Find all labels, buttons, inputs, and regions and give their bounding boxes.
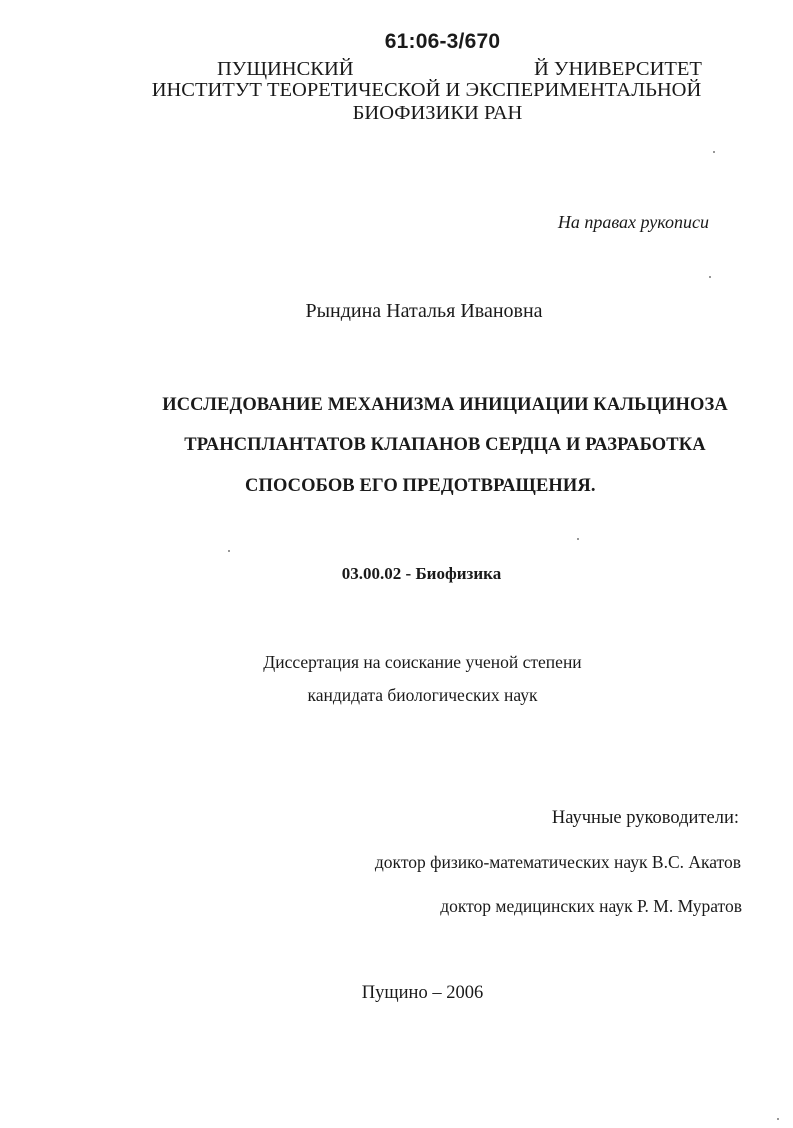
place-and-year: Пущино – 2006 — [361, 983, 484, 1003]
scan-speck — [709, 276, 711, 278]
institution-line-1-right: Й УНИВЕРСИТЕТ — [534, 58, 702, 80]
manuscript-rights-note: На правах рукописи — [557, 212, 709, 232]
thesis-title-line-2: ТРАНСПЛАНТАТОВ КЛАПАНОВ СЕРДЦА И РАЗРАБОТКА — [184, 435, 706, 455]
supervisor-2: доктор медицинских наук Р. М. Муратов — [440, 896, 742, 916]
scan-speck — [777, 1118, 779, 1120]
thesis-title-line-3: СПОСОБОВ ЕГО ПРЕДОТВРАЩЕНИЯ. — [245, 476, 596, 496]
supervisor-1: доктор физико-математических наук В.С. Акатов — [374, 852, 741, 872]
specialty-code: 03.00.02 - Биофизика — [341, 564, 502, 583]
institution-line-2: ИНСТИТУТ ТЕОРЕТИЧЕСКОЙ И ЭКСПЕРИМЕНТАЛЬНОЙ — [151, 79, 702, 101]
degree-line-1: Диссертация на соискание ученой степени — [263, 652, 582, 672]
degree-line-2: кандидата биологических наук — [307, 685, 538, 705]
thesis-title-line-1: ИССЛЕДОВАНИЕ МЕХАНИЗМА ИНИЦИАЦИИ КАЛЬЦИНОЗА — [162, 395, 728, 415]
institution-line-3: БИОФИЗИКИ РАН — [352, 102, 523, 124]
scan-speck — [577, 538, 579, 540]
archive-stamp: 61:06-3/670 — [384, 30, 501, 53]
supervisors-heading: Научные руководители: — [551, 808, 739, 828]
scan-speck — [713, 151, 715, 153]
scan-speck — [228, 550, 230, 552]
institution-line-1-left: ПУЩИНСКИЙ — [217, 58, 354, 80]
author-name: Рындина Наталья Ивановна — [305, 300, 543, 322]
